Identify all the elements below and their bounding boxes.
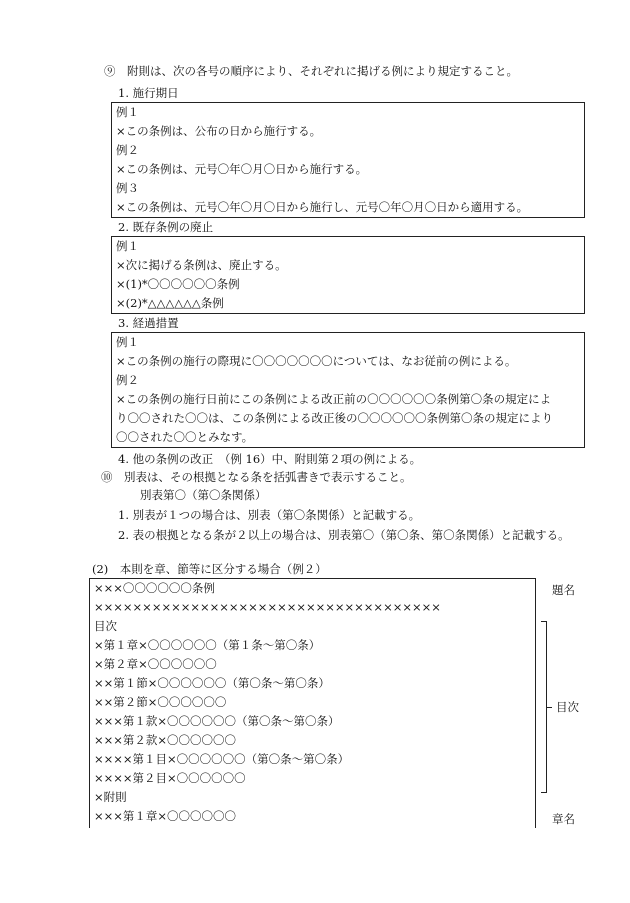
box-row: り〇〇された〇〇は、この条例による改正後の〇〇〇〇〇〇条例第〇条の規定により [116,411,553,425]
label-chapter: 章名 [552,812,575,826]
box-row: ×(2)*△△△△△△条例 [116,296,224,310]
section-amendment-line: 4. 他の条例の改正 （例 16）中、附則第２項の例による。 [118,452,422,466]
box-row: ××第２節×〇〇〇〇〇〇 [94,695,227,709]
item9-heading: ⑨ 附則は、次の各号の順序により、それぞれに掲げる例により規定すること。 [104,64,518,78]
toc-bracket-tick [547,707,552,708]
box-row: ×この条例の施行の際現に〇〇〇〇〇〇〇については、なお従前の例による。 [116,354,517,368]
label-toc: 目次 [556,700,579,714]
box-row: ×この条例の施行日前にこの条例による改正前の〇〇〇〇〇〇条例第〇条の規定によ [116,392,552,406]
box-row: 例３ [116,181,139,195]
transitional-box [111,332,585,448]
box-row: ×この条例は、元号〇年〇月〇日から施行する。 [116,162,368,176]
box-row: ×××第１章×〇〇〇〇〇〇 [94,809,237,823]
repeal-box [111,236,585,314]
box-row: ×××第２款×〇〇〇〇〇〇 [94,733,237,747]
box-row: ×附則 [94,790,127,804]
box-row: 例１ [116,335,139,349]
item10-example: 別表第〇（第〇条関係） [140,488,267,502]
box-row: 例１ [116,239,139,253]
box-row: ××××第１目×〇〇〇〇〇〇（第〇条～第〇条） [94,752,350,766]
box-row: 例２ [116,143,139,157]
box-row: ×第１章×〇〇〇〇〇〇（第１条～第〇条） [94,638,321,652]
box-row: 目次 [94,619,117,633]
box-row: ××第１節×〇〇〇〇〇〇（第〇条～第〇条） [94,676,330,690]
box-row: 〇〇された〇〇とみなす。 [116,430,254,444]
label-title: 題名 [552,583,575,597]
section2-heading: (2) 本則を章、節等に区分する場合（例２） [92,562,327,576]
box-row: 例２ [116,373,139,387]
box-row: ×この条例は、公布の日から施行する。 [116,124,322,138]
section-repeal-title: 2. 既存条例の廃止 [118,220,214,234]
box-row: ×××××××××××××××××××××××××××××××××××× [94,600,441,614]
box-row: ×××第１款×〇〇〇〇〇〇（第〇条～第〇条） [94,714,340,728]
item10-line2: 2. 表の根拠となる条が２以上の場合は、別表第〇（第〇条、第〇条関係）と記載する。 [118,528,570,542]
box-row: ××××第２目×〇〇〇〇〇〇 [94,771,246,785]
box-row: ×××〇〇〇〇〇〇条例 [94,581,215,595]
item10-heading: ⑩ 別表は、その根拠となる条を括弧書きで表示すること。 [101,470,412,484]
box-row: ×次に掲げる条例は、廃止する。 [116,258,287,272]
box-row: 例１ [116,105,139,119]
section-transitional-title: 3. 経過措置 [118,316,179,330]
chapter-structure-box [89,578,536,828]
enforcement-date-box [111,102,585,218]
box-row: ×この条例は、元号〇年〇月〇日から施行し、元号〇年〇月〇日から適用する。 [116,200,529,214]
box-row: ×第２章×〇〇〇〇〇〇 [94,657,217,671]
box-row: ×(1)*〇〇〇〇〇〇条例 [116,277,240,291]
section-enforcement-date-title: 1. 施行期日 [118,86,179,100]
item10-line1: 1. 別表が１つの場合は、別表（第〇条関係）と記載する。 [118,508,421,522]
